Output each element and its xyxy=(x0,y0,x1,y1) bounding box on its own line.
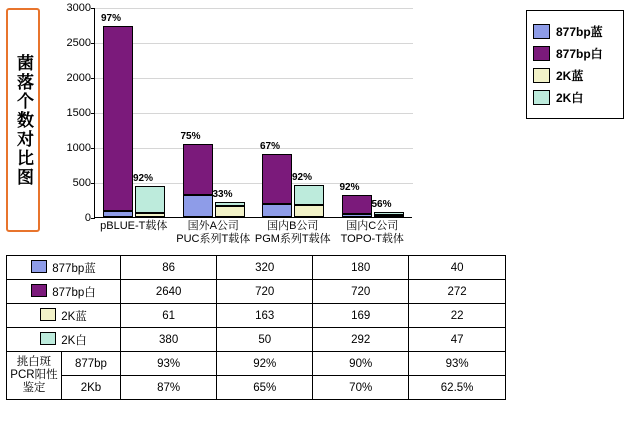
y-axis-tick xyxy=(91,218,95,219)
bar-segment xyxy=(103,26,133,211)
table-row-header xyxy=(7,304,121,328)
bar-segment xyxy=(262,154,292,204)
x-axis-label xyxy=(331,220,413,246)
x-axis-label-line1: 国外A公司 xyxy=(187,220,239,232)
bar-annotation: 33% xyxy=(212,189,233,201)
table-row xyxy=(7,304,506,328)
legend-item[interactable] xyxy=(533,45,617,62)
table-subrow-header: 877bp xyxy=(61,352,120,376)
table-cell: 169 xyxy=(313,304,409,328)
legend-swatch-icon xyxy=(31,284,47,297)
y-axis-tick-label: 1000 xyxy=(66,142,91,154)
x-axis-label-line2: PUC系列T载体 xyxy=(176,233,251,245)
legend-item-label: 877bp蓝 xyxy=(556,25,603,39)
table-row-header xyxy=(7,328,121,352)
legend-item-label: 2K蓝 xyxy=(556,69,584,83)
x-axis-label xyxy=(252,220,334,246)
bar-group xyxy=(334,7,414,217)
bar-stack xyxy=(133,173,165,217)
table-row-header xyxy=(7,280,121,304)
table-row-label: 877bp白 xyxy=(52,286,96,299)
bar-stack xyxy=(339,182,372,217)
table-cell: 92% xyxy=(217,352,313,376)
legend-item[interactable] xyxy=(533,67,617,84)
table-row xyxy=(7,328,506,352)
bar-annotation: 92% xyxy=(133,173,154,185)
table-cell: 70% xyxy=(313,376,409,400)
legend-swatch-icon xyxy=(533,24,550,39)
table-cell: 87% xyxy=(121,376,217,400)
x-axis-label xyxy=(172,220,254,246)
table-cell: 720 xyxy=(313,280,409,304)
legend-swatch-icon xyxy=(533,68,550,83)
table-cell: 93% xyxy=(409,352,506,376)
x-axis-label xyxy=(93,220,175,233)
x-axis-label-line1: 国内C公司 xyxy=(346,220,399,232)
bar-segment xyxy=(294,205,324,217)
table-row xyxy=(7,280,506,304)
bar-segment xyxy=(374,215,404,217)
bar-group xyxy=(254,7,334,217)
table-cell: 65% xyxy=(217,376,313,400)
bar-segment xyxy=(215,206,245,217)
x-axis-label-line2: TOPO-T载体 xyxy=(340,233,404,245)
bar-annotation: 92% xyxy=(292,171,313,183)
table-row-header xyxy=(7,256,121,280)
plot-wrapper xyxy=(46,2,414,245)
bar-annotation: 92% xyxy=(339,182,360,194)
table-cell: 272 xyxy=(409,280,506,304)
table-row xyxy=(7,352,506,376)
table-group-header-line3: 鉴定 xyxy=(22,382,46,394)
bar-stack xyxy=(101,13,133,217)
table-subrow-header: 2Kb xyxy=(61,376,120,400)
bar-annotation: 56% xyxy=(371,199,392,211)
legend-swatch-icon xyxy=(533,90,550,105)
bar-group xyxy=(95,7,175,217)
table-cell: 62.5% xyxy=(409,376,506,400)
bar-segment xyxy=(135,213,165,217)
bar-stack xyxy=(260,141,292,217)
table-cell: 50 xyxy=(217,328,313,352)
y-axis-tick-label: 2500 xyxy=(66,37,91,49)
legend-swatch-icon xyxy=(40,332,56,345)
table-cell: 47 xyxy=(409,328,506,352)
data-table xyxy=(6,255,506,400)
table-row xyxy=(7,256,506,280)
table-cell: 180 xyxy=(313,256,409,280)
bar-annotation: 75% xyxy=(180,131,201,143)
bar-stack xyxy=(212,189,245,217)
legend-swatch-icon xyxy=(31,260,47,273)
table-row-label: 2K白 xyxy=(61,334,87,347)
y-axis-tick-label: 500 xyxy=(72,177,91,189)
bar-stack xyxy=(292,171,324,217)
bar-segment xyxy=(103,211,133,217)
y-axis-tick-label: 0 xyxy=(84,212,91,224)
table-group-header-line1: 挑白斑 xyxy=(16,356,52,368)
page-title-text: 菌落个数对比图 xyxy=(14,53,33,187)
bar-segment xyxy=(342,195,372,214)
bar-annotation: 67% xyxy=(260,141,281,152)
bar-group xyxy=(175,7,255,217)
x-axis-label-line1: pBLUE-T载体 xyxy=(100,220,168,232)
table-row-label: 2K蓝 xyxy=(61,310,87,323)
bar-stack xyxy=(371,199,404,217)
y-axis-tick-label: 2000 xyxy=(66,72,91,84)
table-cell: 380 xyxy=(121,328,217,352)
bar-segment xyxy=(342,214,372,217)
table-cell: 2640 xyxy=(121,280,217,304)
y-axis-tick-label: 1500 xyxy=(66,107,91,119)
chart-legend xyxy=(526,10,624,119)
table-cell: 86 xyxy=(121,256,217,280)
x-axis-label-line2: PGM系列T载体 xyxy=(254,233,331,245)
plot-area xyxy=(66,2,412,224)
bar-segment xyxy=(262,204,292,217)
table-cell: 320 xyxy=(217,256,313,280)
legend-item[interactable] xyxy=(533,23,617,40)
table-cell: 720 xyxy=(217,280,313,304)
table-cell: 61 xyxy=(121,304,217,328)
table-cell: 163 xyxy=(217,304,313,328)
table-group-header-line2: PCR阳性 xyxy=(10,369,58,381)
bar-stack xyxy=(180,131,213,217)
x-axis-label-line1: 国内B公司 xyxy=(267,220,319,232)
bar-segment xyxy=(183,195,213,217)
table-row xyxy=(7,376,506,400)
table-cell: 292 xyxy=(313,328,409,352)
legend-swatch-icon xyxy=(533,46,550,61)
legend-item-label: 877bp白 xyxy=(556,47,603,61)
legend-item[interactable] xyxy=(533,89,617,106)
bar-segment xyxy=(183,144,213,194)
bar-annotation: 97% xyxy=(101,13,122,25)
table-group-header xyxy=(7,352,62,400)
table-cell: 90% xyxy=(313,352,409,376)
y-axis-tick-label: 3000 xyxy=(66,2,91,14)
table-row-label: 877bp蓝 xyxy=(52,262,96,275)
page-title xyxy=(6,8,40,232)
x-axis-labels xyxy=(94,220,412,258)
table-cell: 93% xyxy=(121,352,217,376)
bar-segment xyxy=(294,185,324,205)
table-cell: 22 xyxy=(409,304,506,328)
legend-item-label: 2K白 xyxy=(556,91,584,105)
table-cell: 40 xyxy=(409,256,506,280)
legend-swatch-icon xyxy=(40,308,56,321)
bar-segment xyxy=(135,186,165,213)
